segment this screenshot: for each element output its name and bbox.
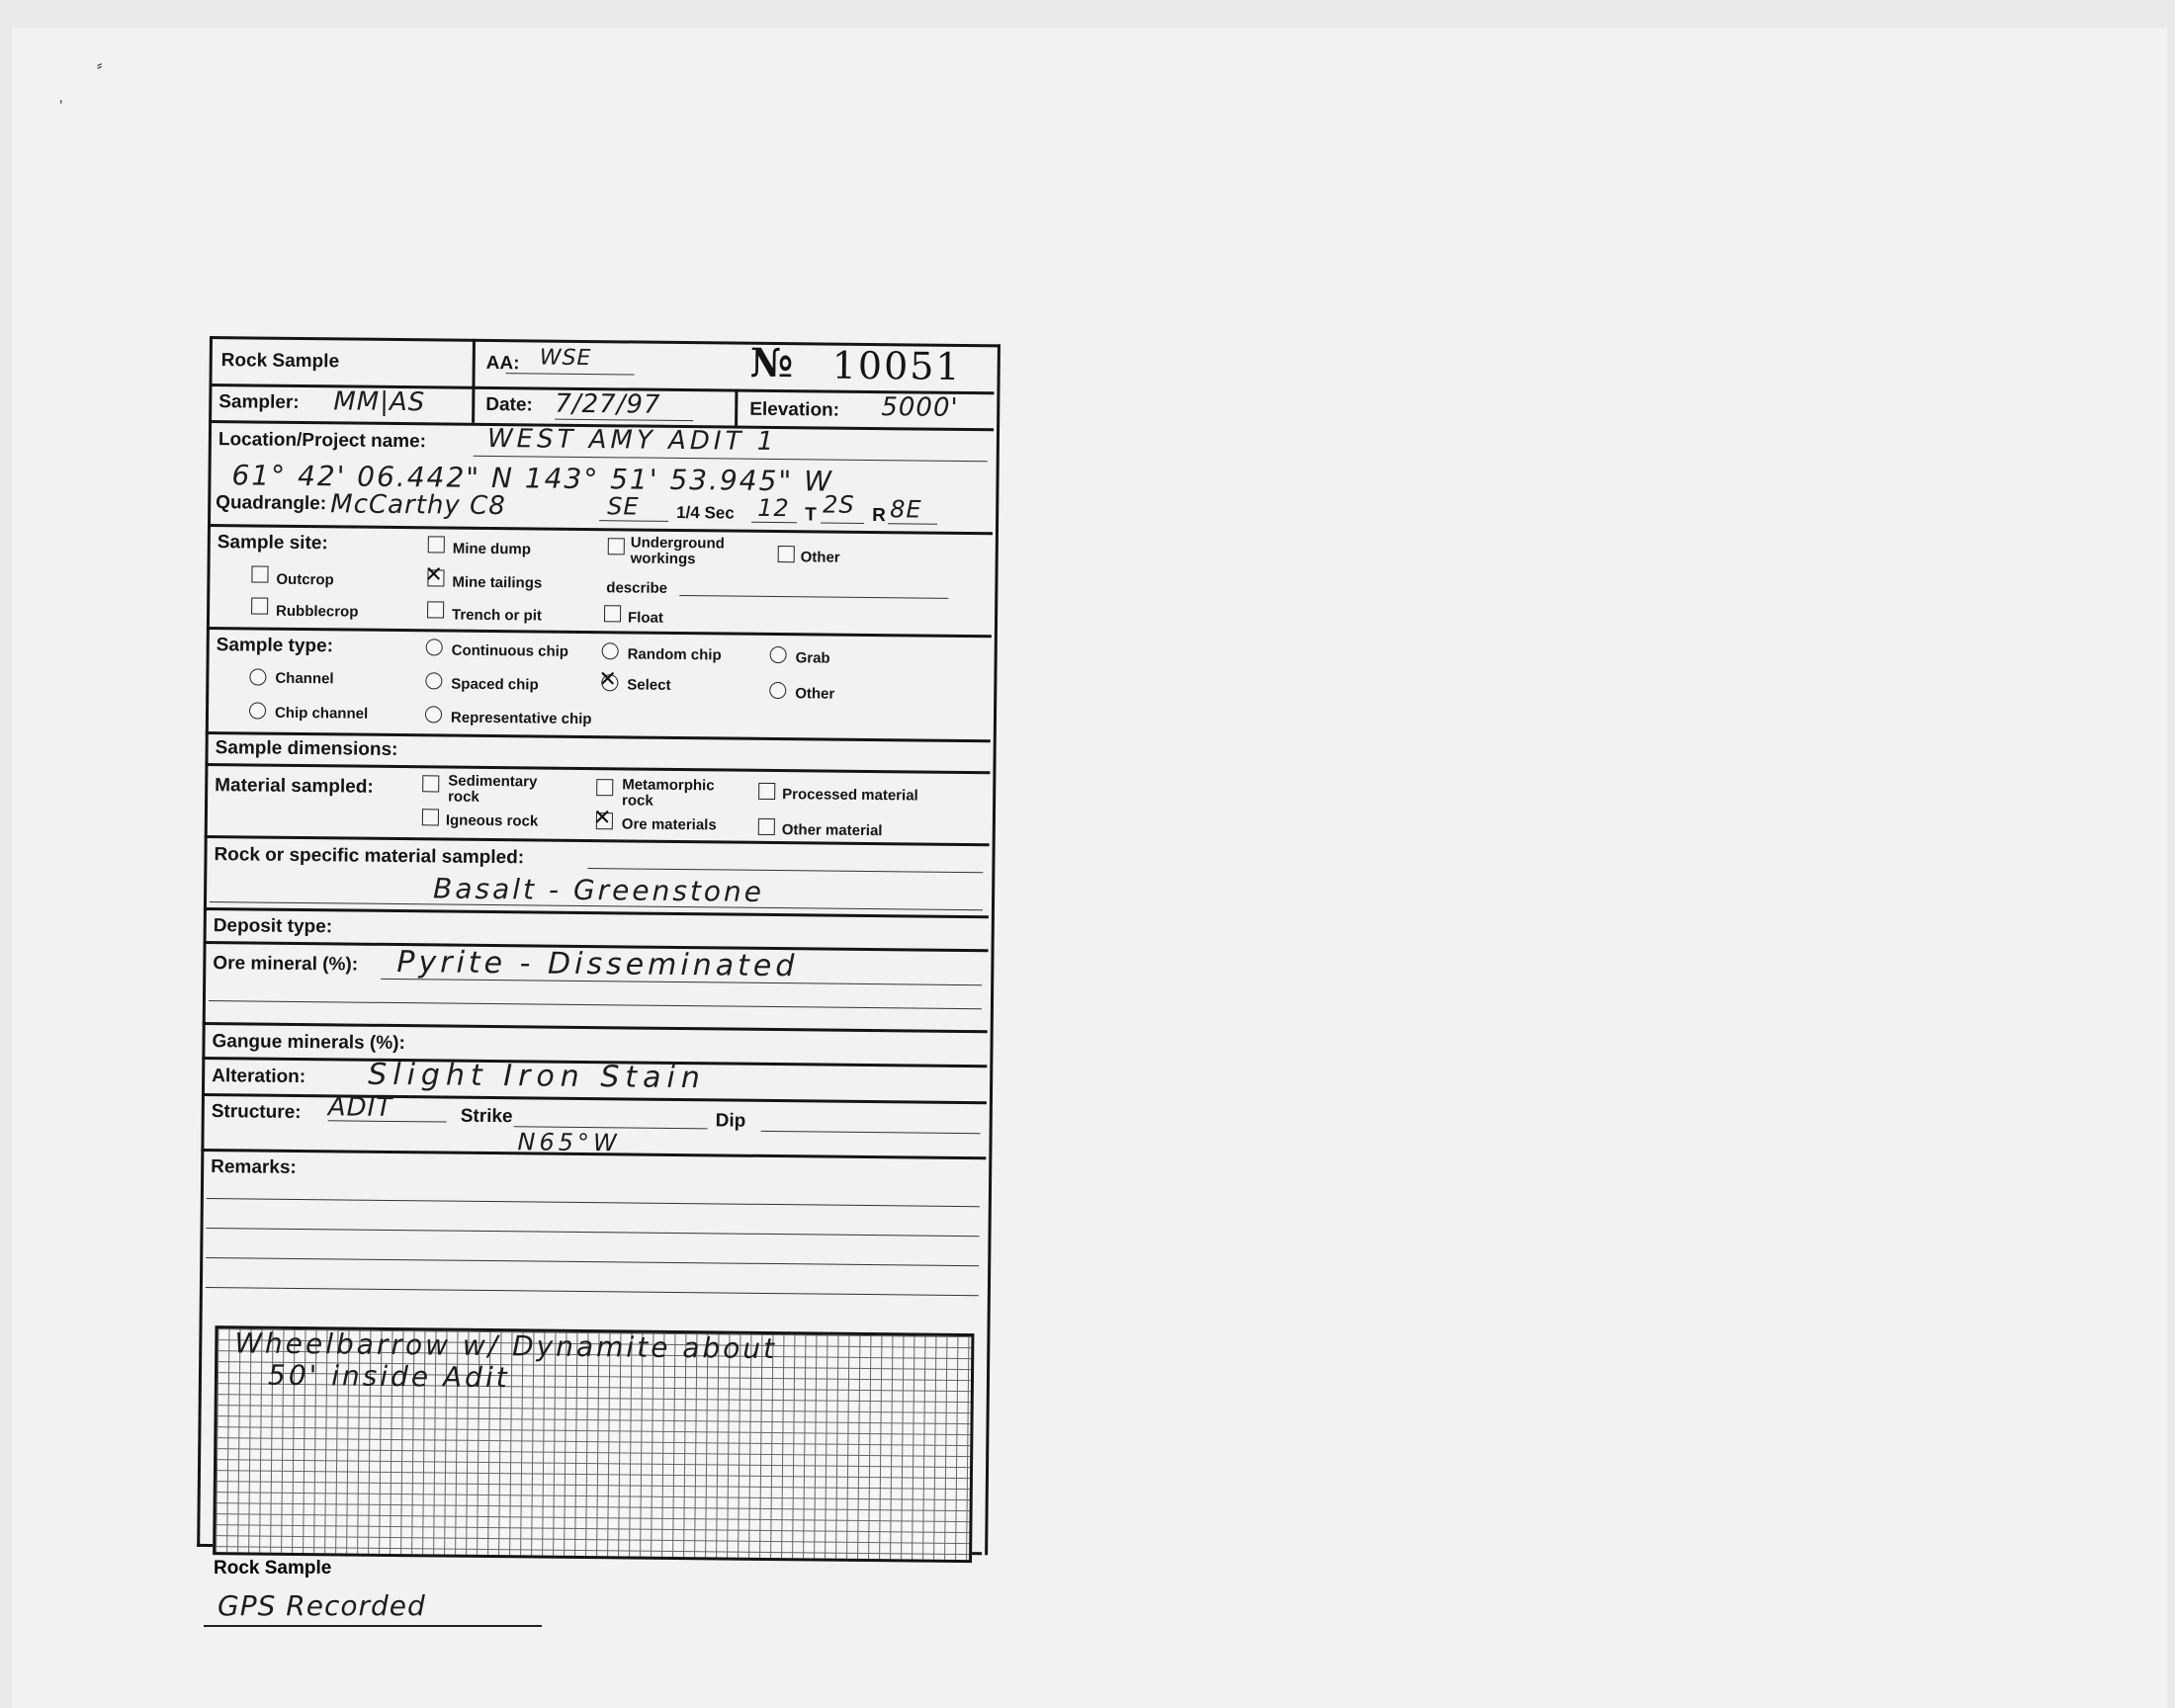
sedimentary-rock-checkbox[interactable]	[422, 775, 439, 792]
footer-note: GPS Recorded	[218, 1589, 426, 1622]
quadrangle-label: Quadrangle:	[216, 492, 327, 515]
elevation-label: Elevation:	[749, 398, 840, 421]
other-material-label: Other material	[781, 821, 883, 840]
metamorphic-label-line2: rock	[622, 792, 653, 810]
sketch-note-line1: Wheelbarrow w/ Dynamite about	[234, 1326, 778, 1366]
float-checkbox[interactable]	[604, 605, 621, 622]
check-mark: ✕	[424, 562, 444, 588]
alteration-value[interactable]: Slight Iron Stain	[368, 1057, 707, 1096]
outcrop-label: Outcrop	[276, 570, 334, 589]
structure-value[interactable]: ADIT	[327, 1092, 393, 1123]
dip-label: Dip	[715, 1110, 746, 1132]
type-other-label: Other	[795, 685, 835, 703]
processed-material-label: Processed material	[782, 786, 918, 805]
deposit-type-label: Deposit type:	[213, 915, 333, 938]
spaced-chip-label: Spaced chip	[451, 675, 539, 694]
site-other-checkbox[interactable]	[778, 546, 795, 562]
structure-label: Structure:	[211, 1101, 302, 1124]
township-value[interactable]: 2S	[823, 490, 855, 519]
channel-radio[interactable]	[249, 668, 266, 685]
site-other-label: Other	[800, 549, 840, 566]
select-label: Select	[627, 676, 671, 694]
select-radio[interactable]	[598, 667, 618, 693]
sedimentary-label-line2: rock	[448, 788, 479, 806]
serial-number: 10051	[831, 343, 962, 388]
number-sign: №	[749, 339, 794, 387]
sampler-value[interactable]: MM|AS	[333, 386, 426, 418]
strike-label: Strike	[460, 1105, 513, 1128]
underground-workings-checkbox[interactable]	[608, 538, 625, 555]
elevation-value[interactable]: 5000'	[881, 392, 959, 423]
gangue-minerals-label: Gangue minerals (%):	[212, 1031, 405, 1055]
range-label: R	[872, 505, 886, 527]
check-mark: ✕	[592, 806, 612, 831]
ore-mineral-value[interactable]: Pyrite - Disseminated	[396, 945, 799, 984]
chip-channel-label: Chip channel	[274, 704, 369, 723]
float-label: Float	[627, 609, 663, 627]
ore-materials-label: Ore materials	[621, 815, 717, 834]
continuous-chip-label: Continuous chip	[451, 641, 569, 660]
spaced-chip-radio[interactable]	[425, 672, 442, 689]
scan-speck: ʼ	[59, 99, 63, 116]
random-chip-label: Random chip	[627, 645, 722, 664]
rubblecrop-label: Rubblecrop	[276, 602, 359, 621]
range-value[interactable]: 8E	[890, 495, 922, 524]
date-label: Date:	[485, 393, 533, 416]
aa-value[interactable]: WSE	[539, 345, 592, 372]
sampler-label: Sampler:	[218, 391, 300, 413]
random-chip-radio[interactable]	[602, 642, 619, 659]
describe-label: describe	[606, 579, 668, 597]
strike-value[interactable]: N65°W	[517, 1128, 621, 1157]
rock-material-label: Rock or specific material sampled:	[214, 844, 525, 869]
ore-mineral-label: Ore mineral (%):	[213, 953, 359, 976]
mine-dump-checkbox[interactable]	[428, 536, 445, 553]
township-label: T	[805, 504, 817, 526]
channel-label: Channel	[275, 669, 334, 688]
grab-label: Grab	[795, 649, 830, 667]
underground-label-line1: Underground	[630, 534, 725, 553]
mine-tailings-label: Mine tailings	[452, 573, 543, 592]
location-label: Location/Project name:	[218, 429, 427, 453]
processed-material-checkbox[interactable]	[758, 783, 775, 800]
check-mark: ✕	[598, 667, 617, 693]
other-material-checkbox[interactable]	[758, 818, 775, 835]
date-value[interactable]: 7/27/97	[555, 388, 661, 420]
remarks-label: Remarks:	[211, 1156, 297, 1178]
trench-or-pit-checkbox[interactable]	[427, 601, 444, 618]
sample-type-label: Sample type:	[216, 635, 334, 657]
mine-dump-label: Mine dump	[452, 540, 532, 558]
quadrangle-value[interactable]: McCarthy C8	[330, 489, 506, 522]
underground-label-line2: workings	[630, 550, 696, 568]
igneous-rock-label: Igneous rock	[445, 811, 539, 830]
igneous-rock-checkbox[interactable]	[422, 809, 439, 825]
mine-tailings-checkbox[interactable]	[424, 562, 444, 588]
form-title: Rock Sample	[220, 350, 340, 373]
aa-label: AA:	[485, 352, 520, 375]
alteration-label: Alteration:	[212, 1066, 306, 1088]
coordinates-value[interactable]: 61° 42' 06.442" N 143° 51' 53.945" W	[231, 459, 834, 498]
continuous-chip-radio[interactable]	[426, 639, 443, 655]
rubblecrop-checkbox[interactable]	[251, 597, 268, 614]
material-sampled-label: Material sampled:	[215, 775, 374, 798]
type-other-radio[interactable]	[769, 682, 786, 699]
outcrop-checkbox[interactable]	[251, 565, 268, 582]
representative-chip-radio[interactable]	[425, 706, 442, 723]
rock-sample-card	[197, 336, 1012, 1556]
sample-site-label: Sample site:	[217, 532, 328, 555]
metamorphic-label-line1: Metamorphic	[622, 776, 715, 795]
quarter-section-label: 1/4 Sec	[676, 502, 735, 523]
footer-title: Rock Sample	[214, 1558, 332, 1579]
column-divider	[735, 389, 738, 426]
scan-speck: ⸗	[97, 57, 103, 74]
trench-or-pit-label: Trench or pit	[451, 606, 542, 625]
section-value[interactable]: 12	[757, 493, 790, 523]
rock-material-value[interactable]: Basalt - Greenstone	[432, 872, 765, 908]
representative-chip-label: Representative chip	[450, 709, 592, 728]
sample-dimensions-label: Sample dimensions:	[215, 737, 398, 761]
ore-materials-checkbox[interactable]	[592, 806, 613, 831]
sketch-note-line2: 50' inside Adit	[267, 1358, 510, 1395]
grab-radio[interactable]	[770, 646, 787, 663]
sedimentary-label-line1: Sedimentary	[448, 772, 538, 791]
chip-channel-radio[interactable]	[249, 702, 266, 719]
location-value[interactable]: WEST AMY ADIT 1	[486, 423, 778, 458]
footer-underline	[204, 1625, 542, 1627]
metamorphic-rock-checkbox[interactable]	[596, 779, 613, 796]
quarter-value[interactable]: SE	[607, 492, 640, 521]
